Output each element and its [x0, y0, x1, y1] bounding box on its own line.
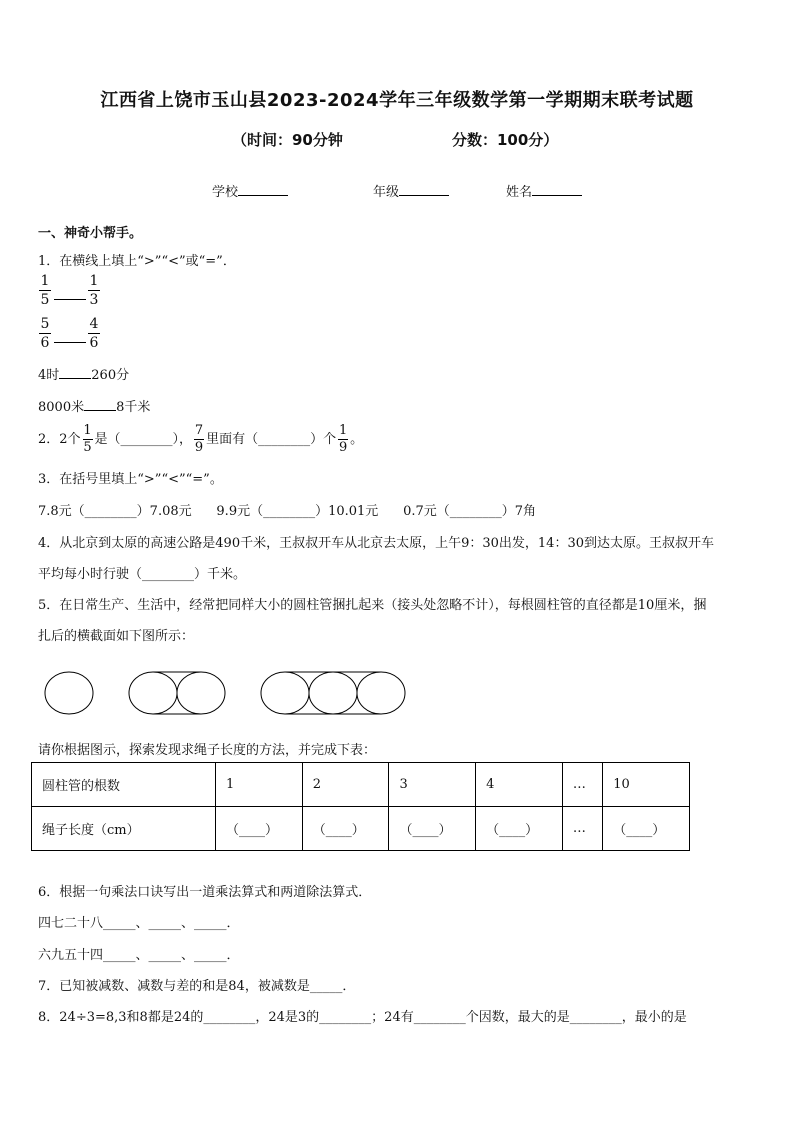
table-cell: 2 — [302, 763, 389, 807]
table-cell: 3 — [389, 763, 476, 807]
table-cell: … — [562, 763, 602, 807]
pipe-circle — [309, 672, 357, 714]
question-6-line-2: 六九五十四_____、_____、_____． — [38, 948, 240, 963]
table-cell: 绳子长度（cm） — [32, 807, 216, 851]
table-row — [32, 807, 690, 851]
section-heading: 一、神奇小帮手。 — [38, 226, 143, 241]
table-cell: 10 — [603, 763, 690, 807]
q1-line-4: 8000米 8千米 — [38, 400, 151, 415]
answer-blank[interactable] — [54, 299, 86, 300]
question-2: 2．2个 $\frac{1}{5}$ 是（________）， $\frac{7}{9}$ 里面有（________）个 $\frac{1}{9}$ 。 — [38, 423, 364, 455]
table-cell: … — [562, 807, 602, 851]
school-field: 学校 — [212, 181, 288, 200]
table-cell: 4 — [476, 763, 563, 807]
pipe-circle — [129, 672, 177, 714]
answer-cell[interactable]: （____） — [216, 807, 303, 851]
question-1: 1．在横线上填上“>”“<”或“=”． — [38, 254, 236, 269]
name-field: 姓名 — [506, 181, 582, 200]
page-title: 江西省上饶市玉山县2023-2024学年三年级数学第一学期期末联考试题 — [100, 90, 694, 111]
question-7: 7．已知被减数、减数与差的和是84，被减数是_____． — [38, 979, 356, 994]
question-6-line-1: 四七二十八_____、_____、_____． — [38, 916, 240, 931]
bundle-two-pipes — [129, 672, 225, 714]
question-5-line-2: 扎后的横截面如下图所示： — [38, 629, 195, 644]
pipe-circle — [357, 672, 405, 714]
question-5-line-1: 5．在日常生产、生活中，经常把同样大小的圆柱管捆扎起来（接头处忽略不计），每根圆柱管的直径都是10厘米，捆 — [38, 598, 707, 613]
fraction: 5 6 — [40, 316, 50, 351]
pipe-circle — [177, 672, 225, 714]
question-8: 8．24÷3=8,3和8都是24的________，24是3的________；24有________个因数，最大的是________，最小的是 — [38, 1010, 687, 1025]
grade-field: 年级 — [373, 181, 449, 200]
answer-cell[interactable]: （____） — [302, 807, 389, 851]
table-row — [32, 763, 690, 807]
question-6: 6．根据一句乘法口诀写出一道乘法算式和两道除法算式． — [38, 885, 372, 900]
question-5-line-3: 请你根据图示，探索发现求绳子长度的方法，并完成下表： — [38, 743, 377, 758]
q1-line-3: 4时 260分 — [38, 368, 130, 383]
pipe-circle — [261, 672, 309, 714]
pipe-bundle-figure — [40, 668, 420, 720]
answer-blank[interactable] — [54, 342, 86, 343]
table-cell: 圆柱管的根数 — [32, 763, 216, 807]
question-4-line-2: 平均每小时行驶（________）千米。 — [38, 567, 247, 582]
q3-compare-line: 7.8元（________）7.08元 9.9元（________）10.01元 0.7元（________）7角 — [38, 504, 537, 519]
time-label: （时间：90分钟 — [232, 131, 343, 149]
answer-cell[interactable]: （____） — [389, 807, 476, 851]
fraction: 1 3 — [89, 273, 99, 308]
question-4-line-1: 4．从北京到太原的高速公路是490千米，王叔叔开车从北京去太原，上午9：30出发，14：30到达太原。王叔叔开车 — [38, 536, 714, 551]
rope-length-table — [31, 762, 690, 851]
answer-cell[interactable]: （____） — [476, 807, 563, 851]
fraction: 4 6 — [89, 316, 99, 351]
question-3: 3．在括号里填上“>”“<”“=”。 — [38, 472, 223, 487]
pipe-circle — [45, 672, 93, 714]
fraction: 1 5 — [40, 273, 50, 308]
score-label: 分数：100分） — [452, 131, 559, 149]
table-cell: 1 — [216, 763, 303, 807]
bundle-three-pipes — [261, 672, 405, 714]
answer-cell[interactable]: （____） — [603, 807, 690, 851]
